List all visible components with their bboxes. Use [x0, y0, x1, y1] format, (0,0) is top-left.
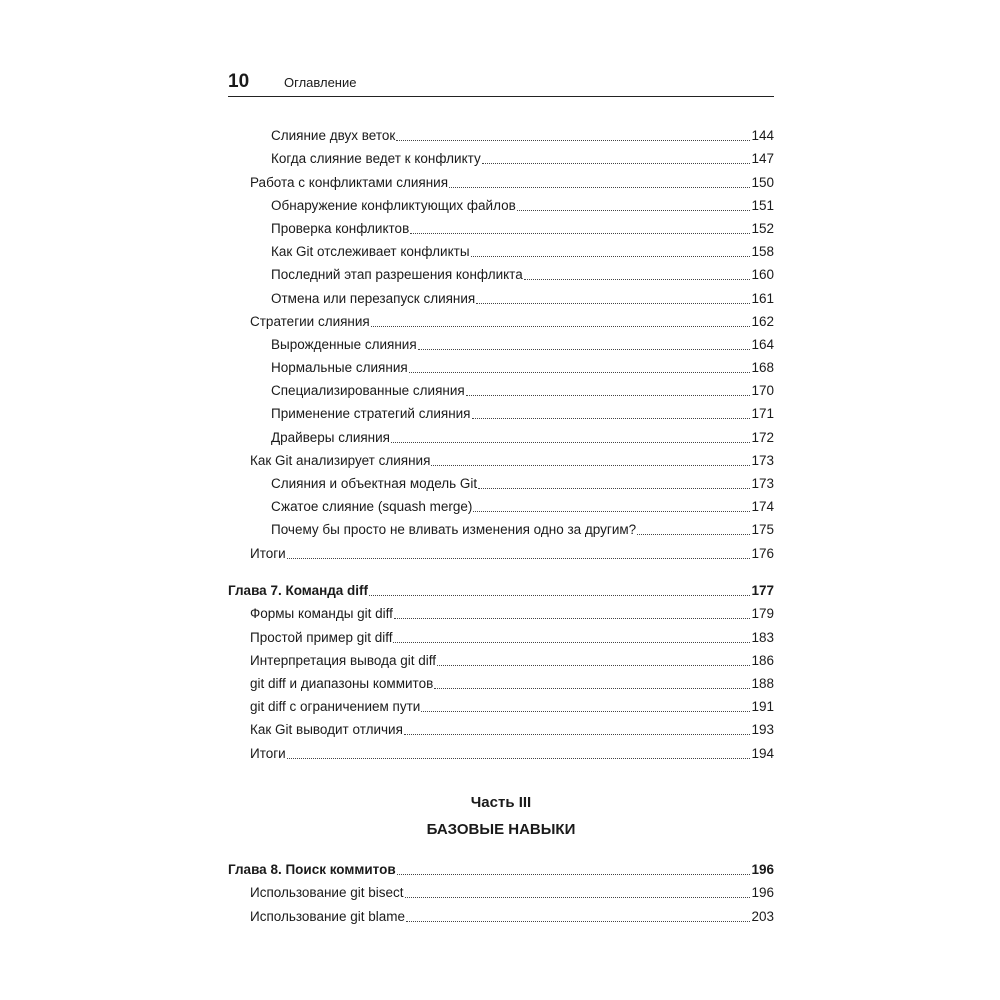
toc-entry-page: 152: [751, 220, 774, 236]
toc-entry-page: 172: [751, 429, 774, 445]
dot-leader: [397, 874, 751, 875]
dot-leader: [369, 595, 750, 596]
page-number: 10: [228, 71, 250, 92]
toc-entry-page: 144: [751, 128, 774, 144]
toc-entry-page: 183: [751, 629, 774, 645]
toc-entry: [228, 260, 774, 283]
toc-entry-page: 193: [751, 722, 774, 738]
part-label: Часть III: [470, 794, 532, 811]
dot-leader: [394, 618, 751, 619]
toc-entry-page: 194: [751, 745, 774, 761]
toc-entry-title: Стратегии слияния: [250, 313, 370, 329]
toc-entry-title: Как Git отслеживает конфликты: [271, 244, 470, 260]
toc-entry: [228, 492, 774, 515]
dot-leader: [478, 488, 750, 489]
toc-entry: [228, 376, 774, 399]
toc-entry-title: Отмена или перезапуск слияния: [271, 290, 476, 306]
toc-entry: [228, 283, 774, 306]
toc-entry-page: 175: [751, 522, 774, 538]
toc-entry-title: Драйверы слияния: [271, 429, 390, 445]
toc-entry-page: 164: [751, 336, 774, 352]
dot-leader: [410, 233, 750, 234]
toc-entry-title: Применение стратегий слияния: [271, 406, 471, 422]
toc-entry-title: Использование git bisect: [250, 885, 404, 901]
toc-entry: [228, 330, 774, 353]
toc-entry-page: 161: [751, 290, 774, 306]
dot-leader: [434, 688, 750, 689]
toc-entry-page: 176: [751, 545, 774, 561]
toc-entry: [228, 422, 774, 445]
toc-entry-title: Последний этап разрешения конфликта: [271, 267, 523, 283]
dot-leader: [449, 187, 750, 188]
toc-entry: [228, 399, 774, 422]
toc-chapter-8: [228, 855, 774, 925]
dot-leader: [287, 558, 751, 559]
toc-entry-page: 162: [751, 313, 774, 329]
toc-chapter-heading: [228, 576, 774, 599]
toc-entry-title: Проверка конфликтов: [271, 220, 410, 236]
toc-entry-title: git diff с ограничением пути: [250, 699, 421, 715]
toc-entry-title: Специализированные слияния: [271, 383, 465, 399]
toc-entry: [228, 715, 774, 738]
toc-entry-title: Обнаружение конфликтующих файлов: [271, 197, 516, 213]
toc-entry-title: Интерпретация вывода git diff: [250, 652, 436, 668]
toc-chapter-heading: [228, 855, 774, 878]
dot-leader: [396, 140, 750, 141]
toc-entry: [228, 515, 774, 538]
toc-entry-page: 179: [751, 606, 774, 622]
toc-entry: [228, 144, 774, 167]
dot-leader: [637, 534, 750, 535]
toc-entry-title: Глава 7. Команда diff: [228, 583, 369, 599]
toc-entry: [228, 214, 774, 237]
toc-entry-page: 168: [751, 360, 774, 376]
dot-leader: [524, 279, 751, 280]
toc-entry-title: Вырожденные слияния: [271, 336, 417, 352]
toc-entry-page: 158: [751, 244, 774, 260]
toc-entry-page: 151: [751, 197, 774, 213]
toc-entry-title: Простой пример git diff: [250, 629, 393, 645]
toc-entry-page: 174: [751, 499, 774, 515]
toc-entry-title: git diff и диапазоны коммитов: [250, 675, 434, 691]
dot-leader: [517, 210, 751, 211]
toc-entry: [228, 901, 774, 924]
dot-leader: [466, 395, 751, 396]
toc-entry: [228, 538, 774, 561]
running-title: Оглавление: [284, 75, 357, 90]
toc-entry: [228, 121, 774, 144]
dot-leader: [421, 711, 750, 712]
dot-leader: [406, 921, 750, 922]
toc-entry: [228, 469, 774, 492]
toc-entry: [228, 669, 774, 692]
toc-entry-title: Как Git анализирует слияния: [250, 452, 431, 468]
dot-leader: [418, 349, 751, 350]
toc-entry-title: Сжатое слияние (squash merge): [271, 499, 473, 515]
toc-entry-page: 191: [751, 699, 774, 715]
dot-leader: [437, 665, 750, 666]
dot-leader: [482, 163, 751, 164]
toc-entry-title: Когда слияние ведет к конфликту: [271, 151, 481, 167]
toc-entry: [228, 738, 774, 761]
toc-entry: [228, 191, 774, 214]
toc-entry-page: 160: [751, 267, 774, 283]
toc-entry: [228, 237, 774, 260]
toc-entry: [228, 446, 774, 469]
toc-entry-title: Почему бы просто не вливать изменения одно за другим?: [271, 522, 637, 538]
toc-entry-page: 170: [751, 383, 774, 399]
toc-entry: [228, 167, 774, 190]
toc-entry: [228, 353, 774, 376]
toc-entry-title: Использование git blame: [250, 908, 405, 924]
dot-leader: [431, 465, 750, 466]
dot-leader: [371, 326, 751, 327]
toc-entry-title: Формы команды git diff: [250, 606, 393, 622]
dot-leader: [405, 897, 751, 898]
toc-entry-page: 196: [751, 862, 774, 878]
toc-entry-page: 171: [751, 406, 774, 422]
dot-leader: [391, 442, 750, 443]
toc-entry-page: 173: [751, 476, 774, 491]
toc-entry-page: 150: [751, 174, 774, 190]
toc-entry-title: Глава 8. Поиск коммитов: [228, 862, 396, 878]
book-page: [228, 0, 774, 1000]
toc-entry-page: 147: [751, 151, 774, 167]
page-header: [228, 70, 774, 97]
dot-leader: [287, 758, 751, 759]
toc-chapter-7: [228, 576, 774, 762]
toc-entry: [228, 307, 774, 330]
toc-block-merge: [228, 121, 774, 562]
toc-entry-page: 186: [751, 652, 774, 668]
toc-entry-page: 188: [751, 675, 774, 691]
toc-entry-page: 173: [751, 452, 774, 468]
toc-entry: [228, 692, 774, 715]
toc-entry: [228, 622, 774, 645]
toc-entry-page: 203: [751, 908, 774, 924]
dot-leader: [476, 303, 750, 304]
dot-leader: [409, 372, 751, 373]
dot-leader: [393, 642, 750, 643]
toc-entry-page: 196: [751, 885, 774, 901]
toc-entry: [228, 878, 774, 901]
toc-entry-page: 177: [751, 583, 774, 599]
part-title: БАЗОВЫЕ НАВЫКИ: [426, 821, 576, 838]
toc-entry-title: Нормальные слияния: [271, 360, 408, 376]
toc-entry-title: Слияния и объектная модель Git: [271, 476, 478, 491]
toc-entry-title: Работа с конфликтами слияния: [250, 174, 449, 190]
toc-entry-title: Как Git выводит отличия: [250, 722, 403, 738]
dot-leader: [471, 256, 751, 257]
dot-leader: [472, 418, 751, 419]
dot-leader: [404, 734, 751, 735]
toc-entry-title: Слияние двух веток: [271, 128, 396, 144]
toc-entry: [228, 646, 774, 669]
toc-entry: [228, 599, 774, 622]
toc-entry-title: Итоги: [250, 545, 286, 561]
dot-leader: [473, 511, 750, 512]
toc-entry-title: Итоги: [250, 745, 286, 761]
